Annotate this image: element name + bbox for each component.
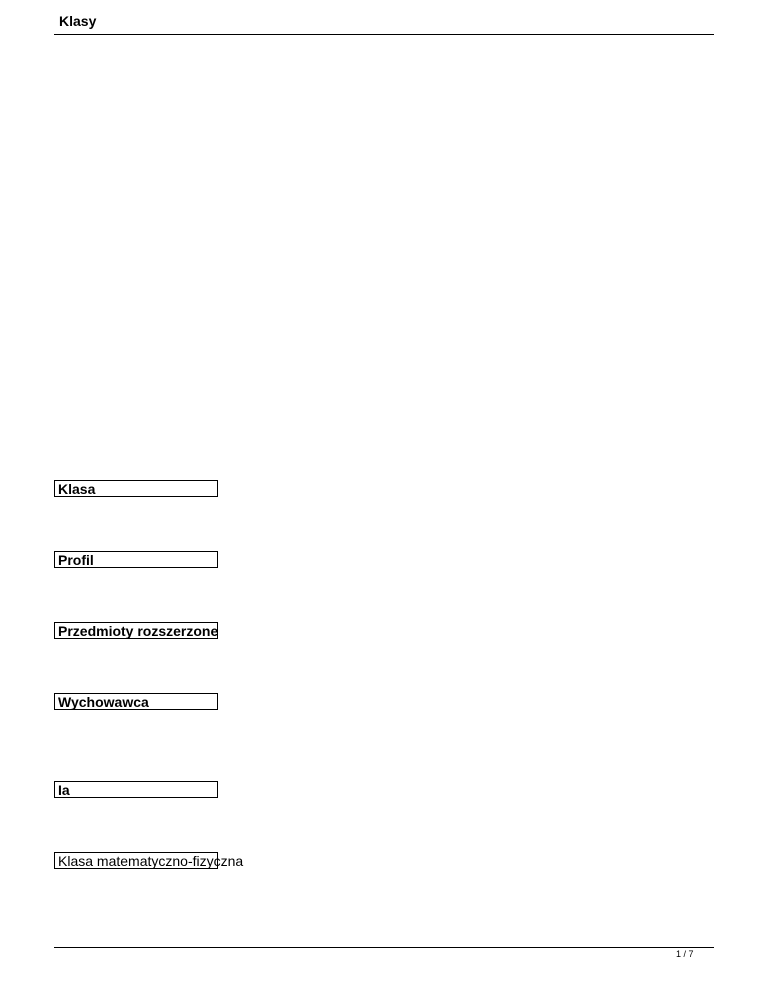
table-header-cell-klasa (54, 480, 218, 497)
table-cell-value: Klasa matematyczno-fizyczna (58, 853, 244, 869)
table-header-label: Klasa (58, 481, 96, 497)
table-cell-value: Ia (58, 782, 70, 798)
table-header-cell-przedmioty (54, 622, 218, 639)
table-header-label: Wychowawca (58, 694, 149, 710)
header-divider (54, 34, 714, 35)
page-number: 1 / 7 (676, 949, 694, 959)
table-header-label: Przedmioty rozszerzone (58, 623, 219, 639)
footer-divider (54, 947, 714, 948)
table-cell-profile (54, 852, 244, 869)
table-header-label: Profil (58, 552, 94, 568)
table-header-cell-profil (54, 551, 218, 568)
page-title: Klasy (59, 13, 97, 29)
table-cell-class-name (54, 781, 218, 798)
table-header-cell-wychowawca (54, 693, 218, 710)
